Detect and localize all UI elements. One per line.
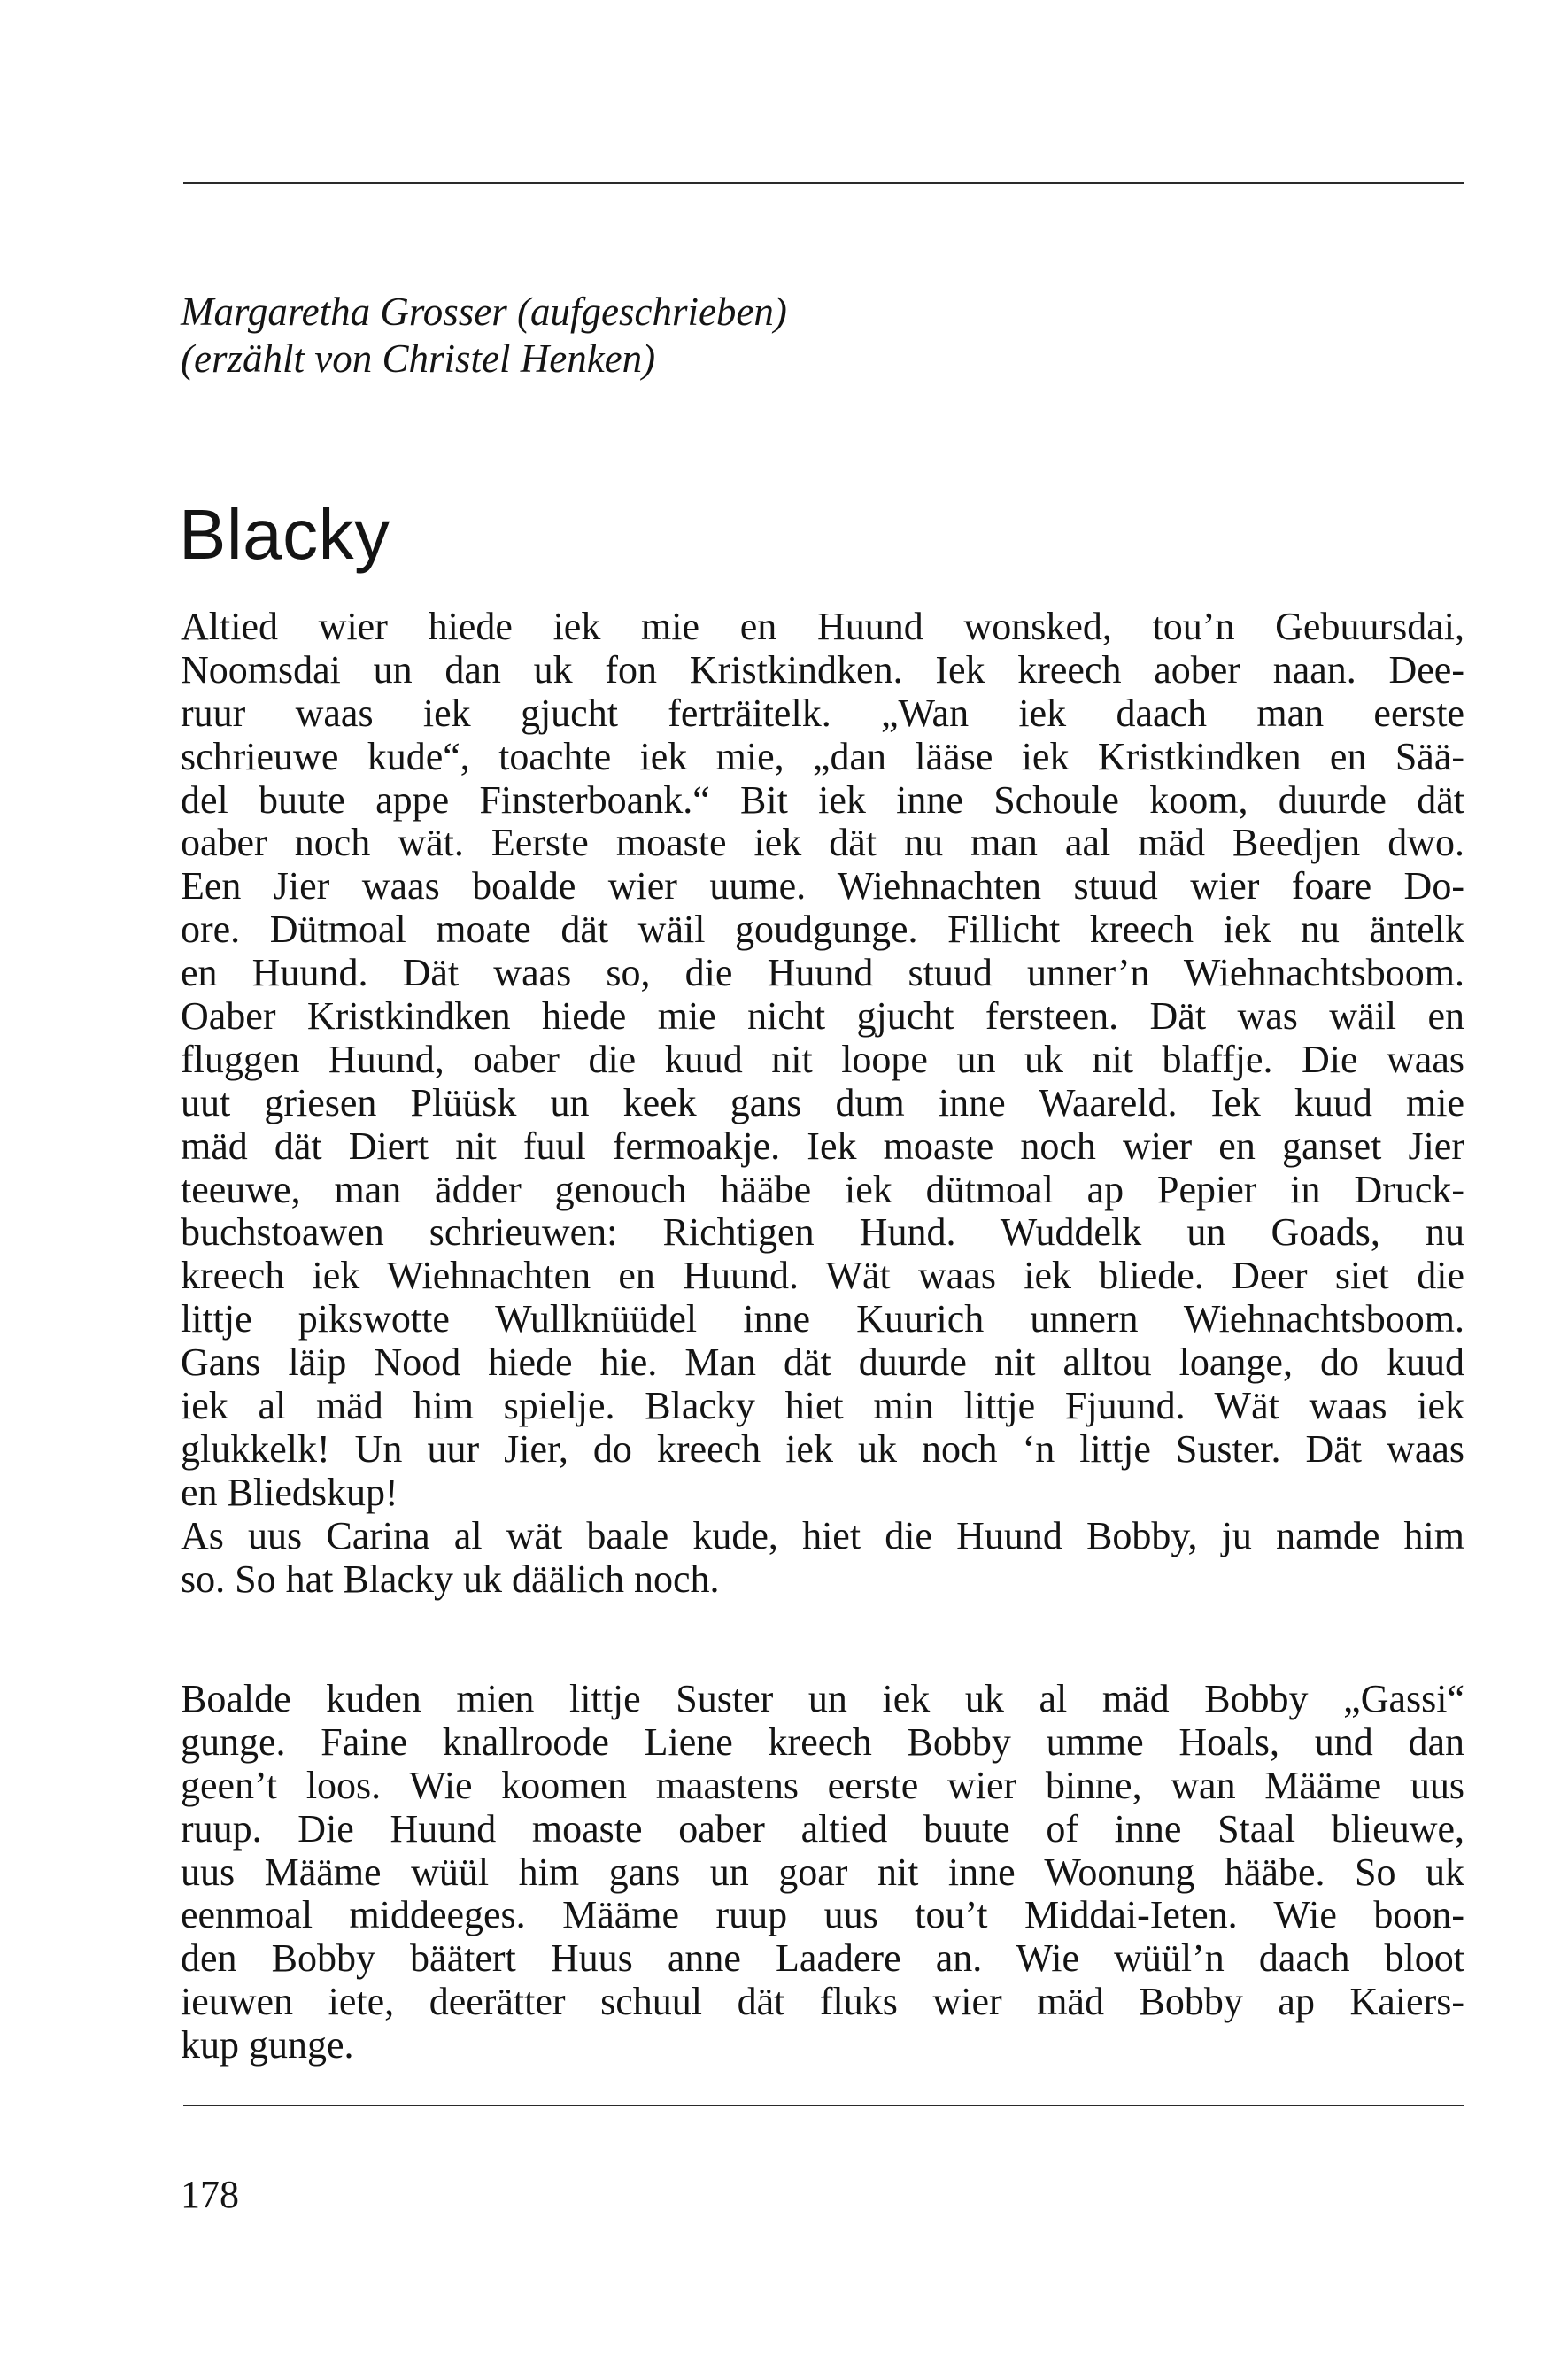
text-line: ruup. Die Huund moaste oaber altied buute of inne Staal blieuwe, (181, 1806, 1464, 1851)
text-line: ore. Dütmoal moate dät wäil goudgunge. Fillicht kreech iek nu äntelk (181, 908, 1464, 952)
text-line: teeuwe, man ädder genouch hääbe iek dütmoal ap Pepier in Druck- (181, 1167, 1464, 1211)
text-line: gunge. Faine knallroode Liene kreech Bobby umme Hoals, und dan (181, 1719, 1464, 1764)
text-line: den Bobby bäätert Huus anne Laadere an. Wie wüül’n daach bloot (181, 1936, 1464, 1981)
text-line: Oaber Kristkindken hiede mie nicht gjucht fersteen. Dät was wäil en (181, 994, 1464, 1039)
text-line: littje pikswotte Wullknüüdel inne Kuurich unnern Wiehnachtsboom. (181, 1297, 1464, 1341)
text-line: Een Jier waas boalde wier uume. Wiehnachten stuud wier foare Do- (181, 864, 1464, 908)
text-line: eenmoal middeeges. Määme ruup uus tou’t Middai-Ieten. Wie boon- (181, 1893, 1464, 1937)
text-line: kreech iek Wiehnachten en Huund. Wät waas iek bliede. Deer siet die (181, 1254, 1464, 1298)
text-line: Boalde kuden mien littje Suster un iek uk al mäd Bobby „Gassi“ (181, 1677, 1464, 1720)
text-line: ieuwen iete, deerätter schuul dät fluks wier mäd Bobby ap Kaiers- (181, 1980, 1464, 2024)
text-line: buchstoawen schrieuwen: Richtigen Hund. Wuddelk un Goads, nu (181, 1210, 1464, 1255)
text-line: oaber noch wät. Eerste moaste iek dät nu man aal mäd Beedjen dwo. (181, 821, 1464, 865)
text-line: kup gunge. (181, 2023, 354, 2067)
text-line: Noomsdai un dan uk fon Kristkindken. Iek kreech aober naan. Dee- (181, 647, 1464, 692)
story-paragraph-1 (181, 606, 1464, 1601)
author-credits (181, 289, 1332, 382)
story-paragraph-2 (181, 1678, 1464, 2067)
story-title: Blacky (179, 495, 390, 574)
text-line: uut griesen Plüüsk un keek gans dum inne Waareld. Iek kuud mie (181, 1080, 1464, 1124)
author-credit-line: Margaretha Grosser (aufgeschrieben) (181, 290, 787, 334)
text-line: del buute appe Finsterboank.“ Bit iek inne Schoule koom, duurde dät (181, 777, 1464, 822)
text-line: glukkelk! Un uur Jier, do kreech iek uk noch ‘n littje Suster. Dät waas (181, 1426, 1464, 1471)
bottom-rule (183, 2105, 1464, 2106)
text-line: As uus Carina al wät baale kude, hiet die Huund Bobby, ju namde him (181, 1513, 1464, 1557)
text-line: uus Määme wüül him gans un goar nit inne Woonung hääbe. So uk (181, 1850, 1464, 1894)
text-line: iek al mäd him spielje. Blacky hiet min littje Fjuund. Wät waas iek (181, 1384, 1464, 1428)
text-line: Altied wier hiede iek mie en Huund wonsked, tou’n Gebuursdai, (181, 605, 1464, 648)
text-line: en Bliedskup! (181, 1470, 398, 1514)
text-line: geen’t loos. Wie koomen maastens eerste wier binne, wan Määme uus (181, 1763, 1464, 1807)
text-line: Gans läip Nood hiede hie. Man dät duurde nit alltou loange, do kuud (181, 1341, 1464, 1385)
narrator-credit-line: (erzählt von Christel Henken) (181, 336, 656, 381)
text-line: en Huund. Dät waas so, die Huund stuud unner’n Wiehnachtsboom. (181, 951, 1464, 995)
top-rule (183, 182, 1464, 184)
text-line: mäd dät Diert nit fuul fermoakje. Iek moaste noch wier en ganset Jier (181, 1124, 1464, 1168)
text-line: so. So hat Blacky uk däälich noch. (181, 1557, 720, 1601)
page-number: 178 (181, 2173, 239, 2216)
text-line: ruur waas iek gjucht ferträitelk. „Wan iek daach man eerste (181, 691, 1464, 735)
text-line: fluggen Huund, oaber die kuud nit loope un uk nit blaffje. Die waas (181, 1037, 1464, 1081)
text-line: schrieuwe kude“, toachte iek mie, „dan lääse iek Kristkindken en Sää- (181, 734, 1464, 778)
